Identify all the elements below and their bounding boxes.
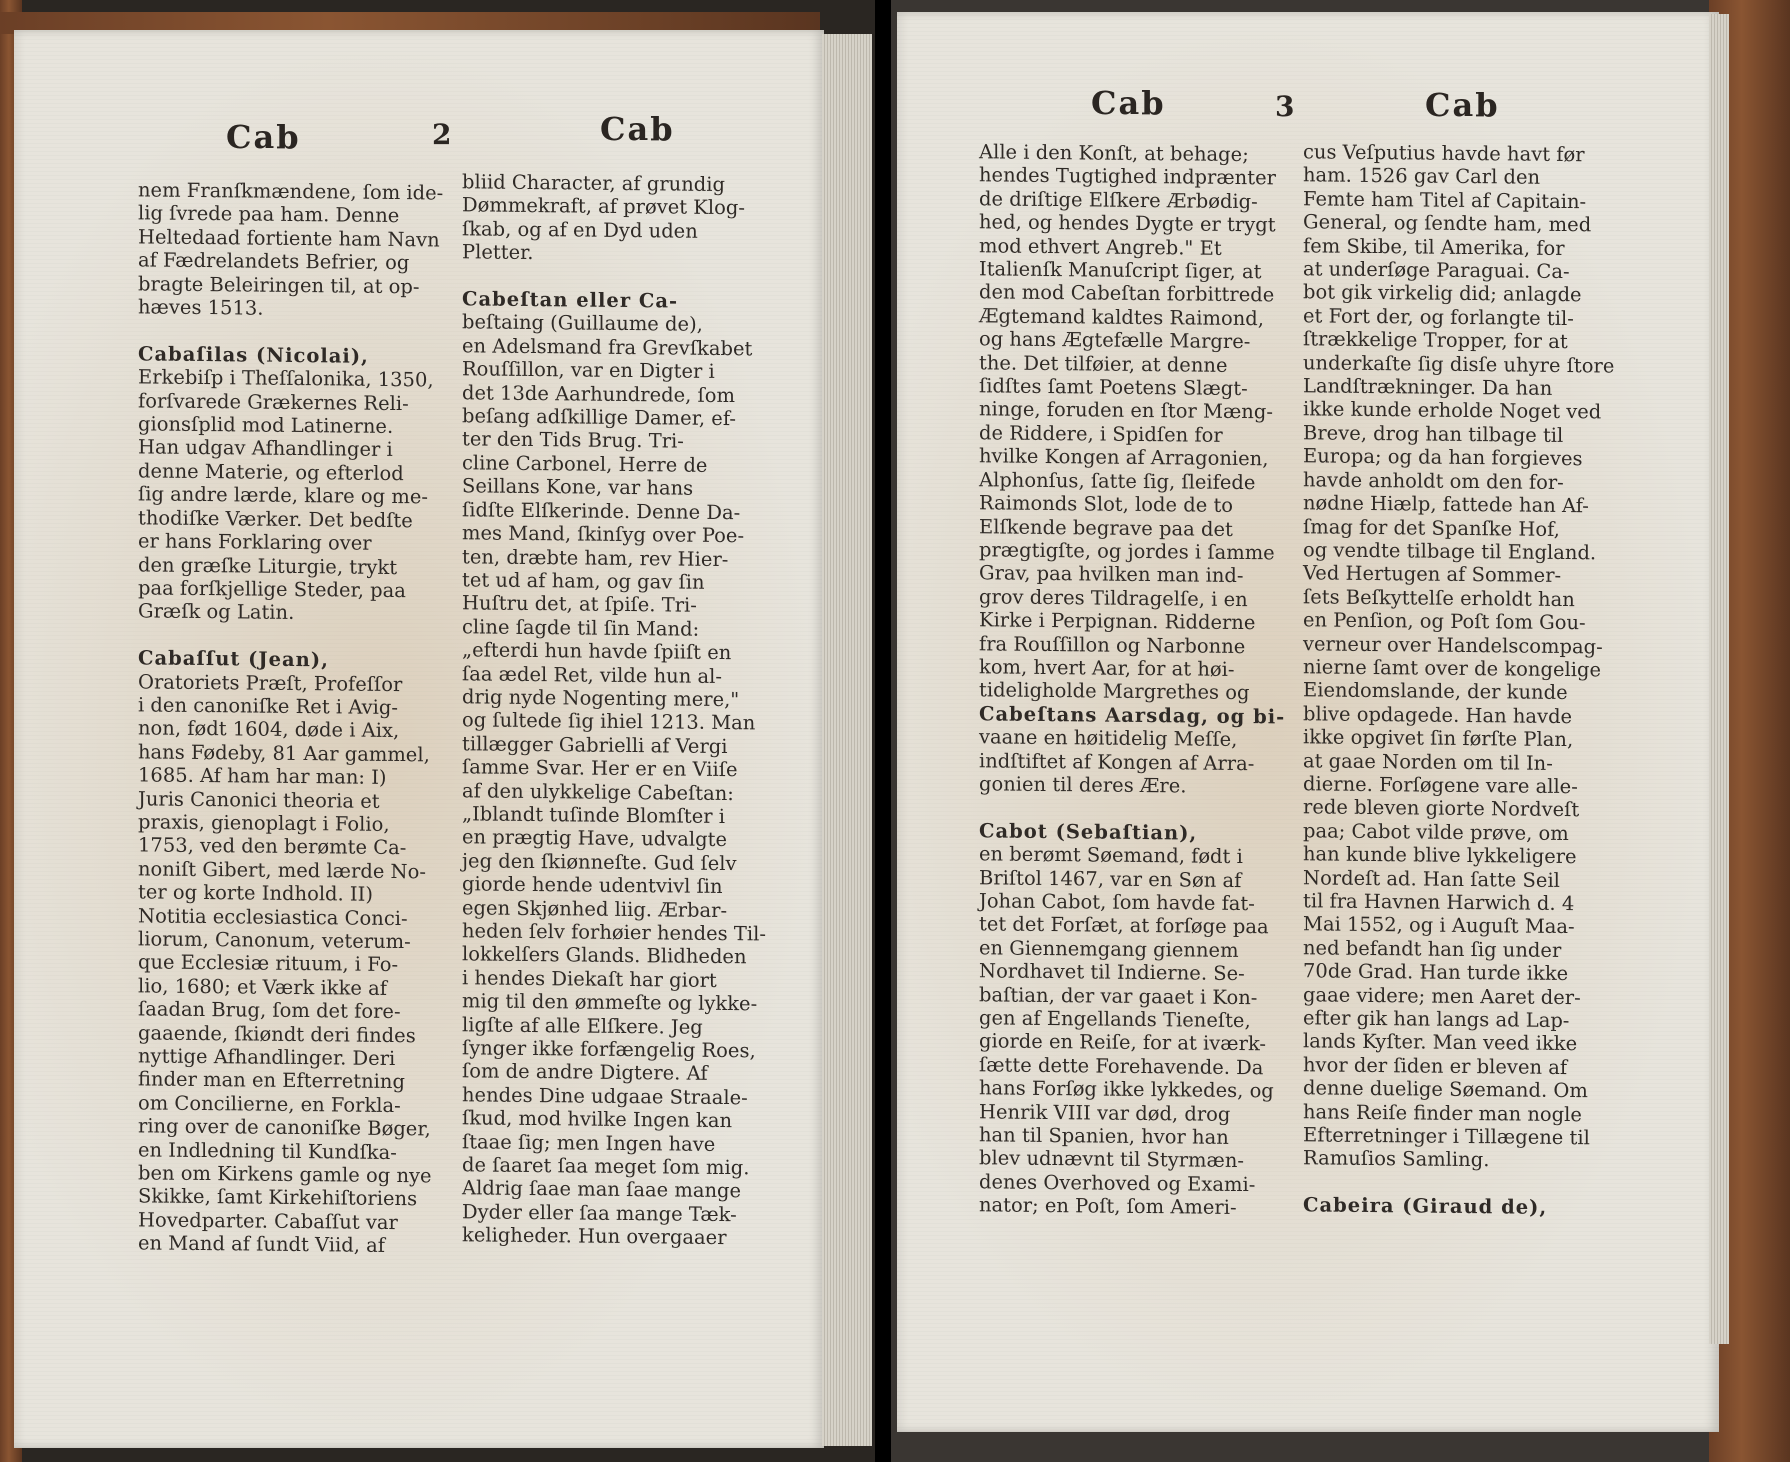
left-page-column-1	[138, 178, 458, 1258]
text-line: dierne. Forſøgene vare alle-	[1303, 772, 1578, 799]
text-line: egen Skjønhed liig. Ærbar-	[462, 895, 728, 922]
text-line: ninge, foruden en ſtor Mæng-	[979, 397, 1273, 424]
text-line: bliid Character, af grundig	[462, 170, 725, 197]
text-line: ſkud, mod hvilke Ingen kan	[462, 1106, 733, 1133]
text-line: liorum, Canonum, veterum-	[138, 927, 411, 954]
text-line: hvor der ſiden er bleven af	[1303, 1053, 1568, 1079]
text-line: gaaende, ſkiøndt deri findes	[138, 1020, 416, 1047]
text-line: Ved Hertugen af Sommer-	[1303, 561, 1562, 588]
text-line: Landſtrækninger. Da han	[1303, 374, 1553, 400]
text-line: er hans Forklaring over	[138, 529, 372, 555]
text-line: non, født 1604, døde i Aix,	[138, 716, 400, 743]
text-line: Henrik VIII var død, drog	[979, 1099, 1231, 1126]
text-line: baſtian, der var gaaet i Kon-	[979, 982, 1258, 1009]
text-line: cline ſagde til ſin Mand:	[462, 614, 700, 641]
text-line: at gaae Norden om til In-	[1303, 748, 1553, 775]
text-line: ter den Tids Brug. Tri-	[462, 427, 684, 454]
text-line: hendes Tugtighed indprænter	[979, 163, 1276, 190]
text-line	[979, 796, 1309, 823]
text-line: et Fort der, og forlangte til-	[1303, 304, 1574, 330]
text-line: den græſke Liturgie, trykt	[138, 552, 398, 579]
text-line: denne Materie, og efterlod	[138, 459, 404, 485]
text-line: en Giennemgang giennem	[979, 936, 1239, 962]
text-line: ring over de canoniſke Bøger,	[138, 1114, 431, 1141]
text-line: og ſultede ſig ihiel 1213. Man	[462, 708, 756, 735]
text-line: hed, og hendes Dygte er trygt	[979, 210, 1276, 237]
text-line: blive opdagede. Han havde	[1303, 702, 1573, 728]
text-line: Aldrig ſaae man ſaae mange	[462, 1176, 742, 1203]
text-line: ten, dræbte ham, rev Hier-	[462, 544, 729, 571]
text-line	[138, 319, 458, 346]
text-line: af Fædrelandets Befrier, og	[138, 248, 410, 275]
text-line: lokkelſers Glands. Blidheden	[462, 942, 747, 969]
text-line: nierne ſamt over de kongelige	[1303, 655, 1601, 682]
text-line: lig ſvrede paa ham. Denne	[138, 201, 400, 228]
text-line: ſætte dette Forehavende. Da	[979, 1053, 1264, 1080]
text-line: 1685. Af ham har man: I)	[138, 763, 387, 790]
text-line: ter og korte Indhold. II)	[138, 880, 373, 906]
text-line: keligheder. Hun overgaaer	[462, 1223, 727, 1250]
text-line: han kunde blive lykkeligere	[1303, 842, 1577, 869]
text-line: noniſt Gibert, med lærde No-	[138, 857, 426, 884]
text-line: ham. 1526 gav Carl den	[1303, 163, 1541, 190]
text-line: af den ulykkelige Cabeſtan:	[462, 778, 734, 805]
text-line: at underſøge Paraguai. Ca-	[1303, 257, 1570, 284]
text-line: Hovedparter. Cabaſſut var	[138, 1208, 398, 1234]
right-header-left-word: Cab	[1091, 84, 1166, 122]
text-line: hans Forſøg ikke lykkedes, og	[979, 1076, 1274, 1103]
text-line: blev udnævnt til Styrmæn-	[979, 1146, 1245, 1173]
text-line: gen af Engellands Tieneſte,	[979, 1006, 1251, 1033]
text-line: grov deres Tildragelſe, i en	[979, 584, 1248, 611]
right-fore-edge	[1709, 14, 1729, 1344]
text-line: drig nyde Nogenting mere,"	[462, 685, 740, 712]
text-line: beſang adſkillige Damer, ef-	[462, 404, 736, 431]
text-line: havde anholdt om den for-	[1303, 467, 1564, 494]
text-line: ſynger ikke forfængelig Roes,	[462, 1036, 756, 1063]
text-line: underkaſte ſig disſe uhyre ſtore	[1303, 350, 1615, 378]
text-line: det 13de Aarhundrede, ſom	[462, 380, 736, 407]
text-line: ikke opgivet ſin førſte Plan,	[1303, 725, 1574, 752]
text-line: Femte ham Titel af Capitain-	[1303, 187, 1587, 214]
text-line: Breve, drog han tilbage til	[1303, 421, 1564, 447]
text-line: bot gik virkelig did; anlagde	[1303, 280, 1582, 307]
text-line: Cabaſſut (Jean),	[138, 646, 329, 672]
text-line: bragte Beleiringen til, at op-	[138, 271, 420, 298]
text-line: Dømmekraft, af prøvet Klog-	[462, 193, 745, 220]
left-header-left-word: Cab	[226, 118, 301, 156]
text-line: gionsſplid mod Latinerne.	[138, 412, 394, 439]
text-line: giorde en Reiſe, for at iværk-	[979, 1029, 1267, 1056]
text-line: Alphonſus, ſatte ſig, ſleifede	[979, 467, 1256, 494]
text-line: Han udgav Afhandlinger i	[138, 435, 393, 462]
text-line: den mod Cabeſtan forbittrede	[979, 280, 1275, 307]
left-page-column-2	[462, 170, 792, 1250]
text-line: en Indledning til Kundſka-	[138, 1137, 397, 1164]
text-line: om Concilierne, en Forkla-	[138, 1091, 401, 1117]
text-line: kom, hvert Aar, for at høi-	[979, 655, 1235, 681]
text-line: cline Carbonel, Herre de	[462, 451, 708, 477]
text-line: Ægtemand kaldtes Raimond,	[979, 304, 1264, 331]
text-line: cus Veſputius havde havt før	[1303, 140, 1585, 167]
text-line: General, og ſendte ham, med	[1303, 210, 1592, 237]
text-line: hvilke Kongen af Arragonien,	[979, 444, 1269, 471]
text-line	[462, 264, 792, 291]
text-line: efter gik han langs ad Lap-	[1303, 1006, 1570, 1033]
text-line: og hans Ægtefælle Margre-	[979, 327, 1251, 354]
text-line: Oratoriets Præſt, Profeſſor	[138, 669, 403, 696]
text-line: Notitia ecclesiastica Conci-	[138, 903, 408, 930]
text-line: Briſtol 1467, var en Søn af	[979, 865, 1242, 892]
text-line: Huſtru det, at ſpiſe. Tri-	[462, 591, 697, 618]
text-line: nem Franſkmændene, ſom ide-	[138, 178, 444, 205]
text-line: de driſtige Elſkere Ærbødig-	[979, 187, 1258, 214]
text-line: heden ſelv forhøier hendes Til-	[462, 919, 766, 946]
text-line: ſamme Svar. Her er en Viiſe	[462, 755, 738, 782]
text-line: jeg den ſkiønneſte. Gud ſelv	[462, 849, 737, 875]
text-line: ſom de andre Digtere. Af	[462, 1059, 708, 1086]
text-line: Cabot (Sebaſtian),	[979, 819, 1198, 845]
text-line: 70de Grad. Han turde ikke	[1303, 959, 1569, 986]
text-line: Cabeira (Giraud de),	[1303, 1193, 1548, 1220]
text-line: Skikke, ſamt Kirkehiſtoriens	[138, 1184, 418, 1211]
text-line: Heltedaad fortiente ham Navn	[138, 225, 440, 252]
text-line: tillægger Gabrielli af Vergi	[462, 732, 728, 758]
text-line: en Penſion, og Poſt ſom Gou-	[1303, 608, 1586, 635]
text-line: Alle i den Konſt, at behage;	[979, 140, 1249, 167]
text-line: Kirke i Perpignan. Ridderne	[979, 608, 1256, 635]
text-line: hans Fødeby, 81 Aar gammel,	[138, 740, 430, 767]
left-page-photo	[0, 0, 875, 1462]
text-line: Nordeſt ad. Han ſatte Seil	[1303, 865, 1560, 892]
text-line: Europa; og da han forgieves	[1303, 444, 1583, 471]
text-line: ligſte af alle Elſkere. Jeg	[462, 1012, 703, 1039]
text-line	[1303, 1170, 1633, 1197]
text-line: ſaa ædel Ret, vilde hun al-	[462, 661, 722, 688]
text-line: Italienſk Manuſcript ſiger, at	[979, 257, 1262, 284]
text-line: Grav, paa hvilken man ind-	[979, 561, 1244, 588]
text-line: tet det Forſæt, at forſøge paa	[979, 912, 1269, 939]
text-line: Dyder eller ſaa mange Tæk-	[462, 1200, 737, 1227]
text-line: Cabeſtans Aarsdag, og bi-	[979, 702, 1286, 729]
text-line: i hendes Diekaſt har giort	[462, 966, 717, 992]
text-line: Seillans Kone, var hans	[462, 474, 694, 500]
text-line: Raimonds Slot, lode de to	[979, 491, 1234, 518]
text-line: og vendte tilbage til England.	[1303, 538, 1597, 565]
text-line: „efterdi hun havde ſpiiſt en	[462, 638, 732, 665]
left-header-right-word: Cab	[600, 110, 675, 148]
text-line: Eiendomslande, der kunde	[1303, 678, 1568, 705]
text-line: mod ethvert Angreb." Et	[979, 233, 1222, 260]
right-page-column-2	[1303, 140, 1633, 1220]
text-line: Elſkende begrave paa det	[979, 514, 1233, 541]
text-line: finder man en Efterretning	[138, 1067, 405, 1094]
text-line: en prægtig Have, udvalgte	[462, 825, 728, 852]
text-line: indſtiftet af Kongen af Arra-	[979, 748, 1255, 775]
text-line: Mai 1552, og i Auguſt Maa-	[1303, 912, 1575, 939]
text-line: ikke kunde erholde Noget ved	[1303, 397, 1602, 424]
text-line: fem Skibe, til Amerika, for	[1303, 233, 1565, 260]
text-line: 1753, ved den berømte Ca-	[138, 833, 407, 860]
text-line: en berømt Søemand, født i	[979, 842, 1243, 869]
text-line: lio, 1680; et Værk ikke af	[138, 974, 387, 1000]
text-line: Græſk og Latin.	[138, 599, 295, 625]
text-line: praxis, gienoplagt i Folio,	[138, 810, 390, 836]
text-line: Juris Canonici theoria et	[138, 786, 380, 813]
text-line: nator; en Poſt, ſom Ameri-	[979, 1193, 1237, 1220]
text-line: lands Kyſter. Man veed ikke	[1303, 1029, 1578, 1056]
text-line: vaane en høitidelig Meſſe,	[979, 725, 1238, 752]
text-line: i den canoniſke Ret i Avig-	[138, 693, 398, 719]
text-line: en Adelsmand fra Grevſkabet	[462, 334, 753, 361]
text-line: Nordhavet til Indierne. Se-	[979, 959, 1245, 986]
text-line: ſkab, og af en Dyd uden	[462, 217, 698, 243]
text-line: ſidſtes ſamt Poetens Slægt-	[979, 374, 1248, 401]
text-line: hans Reiſe finder man nogle	[1303, 1099, 1582, 1126]
text-line: han til Spanien, hvor han	[979, 1123, 1229, 1149]
text-line: tideligholde Margrethes og	[979, 678, 1250, 705]
right-page-photo	[891, 0, 1790, 1462]
text-line: „Iblandt tuſinde Blomſter i	[462, 802, 726, 828]
text-line: tet ud af ham, og gav ſin	[462, 568, 705, 594]
text-line: mig til den ømmeſte og lykke-	[462, 989, 758, 1016]
text-line: gaae videre; men Aaret der-	[1303, 982, 1581, 1009]
text-line: en Mand af ſundt Viid, af	[138, 1231, 385, 1258]
text-line: ſtaae ſig; men Ingen have	[462, 1129, 716, 1156]
text-line: ſig andre lærde, klare og me-	[138, 482, 428, 509]
right-page-number: 3	[1275, 90, 1297, 123]
text-line: thodiſke Værker. Det bedſte	[138, 506, 413, 532]
text-line: nyttige Afhandlinger. Deri	[138, 1044, 396, 1071]
text-line: Rouſſillon, var en Digter i	[462, 357, 715, 384]
text-line: denes Overhoved og Exami-	[979, 1170, 1256, 1197]
text-line: hendes Dine udgaae Straale-	[462, 1083, 748, 1110]
text-line: the. Det tilføier, at denne	[979, 350, 1228, 377]
text-line: ſets Beſkyttelſe erholdt han	[1303, 584, 1575, 611]
text-line: Johan Cabot, ſom havde fat-	[979, 889, 1255, 916]
text-line: Ramuſios Samling.	[1303, 1146, 1490, 1172]
text-line: forſvarede Grækernes Reli-	[138, 388, 409, 415]
text-line: ſidſte Elſkerinde. Denne Da-	[462, 497, 741, 524]
text-line	[138, 623, 458, 650]
text-line: giorde hende udentvivl ſin	[462, 872, 723, 899]
text-line: til fra Havnen Harwich d. 4	[1303, 889, 1575, 916]
text-line: Pletter.	[462, 240, 534, 265]
text-line: hæves 1513.	[138, 295, 264, 320]
text-line: prægtigſte, og jordes i ſamme	[979, 538, 1275, 565]
text-line: ſtrækkelige Tropper, for at	[1303, 327, 1568, 354]
text-line: verneur over Handelscompag-	[1303, 631, 1603, 658]
right-page-column-1	[979, 140, 1309, 1220]
text-line: Erkebiſp i Theſſalonika, 1350,	[138, 365, 434, 392]
text-line: mes Mand, ſkinſyg over Poe-	[462, 521, 745, 548]
left-page-number: 2	[432, 118, 454, 151]
text-line: paa forſkjellige Steder, paa	[138, 576, 406, 603]
text-line: de ſaaret ſaa meget ſom mig.	[462, 1153, 750, 1180]
text-line: de Riddere, i Spidſen for	[979, 421, 1223, 447]
text-line: beſtaing (Guillaume de),	[462, 310, 703, 337]
text-line: ſaadan Brug, ſom det fore-	[138, 997, 401, 1024]
text-line: nødne Hiælp, fattede han Af-	[1303, 491, 1589, 518]
text-line: Cabeſtan eller Ca-	[462, 287, 679, 313]
text-line: que Ecclesiæ rituum, i Fo-	[138, 950, 399, 977]
left-fore-edge	[822, 34, 872, 1446]
text-line: denne duelige Søemand. Om	[1303, 1076, 1588, 1103]
text-line: Efterretninger i Tillægene til	[1303, 1123, 1590, 1150]
text-line: rede bleven giorte Nordveſt	[1303, 795, 1580, 822]
text-line: fra Rouſſillon og Narbonne	[979, 631, 1246, 658]
text-line: ned befandt han ſig under	[1303, 936, 1562, 962]
text-line: paa; Cabot vilde prøve, om	[1303, 819, 1569, 845]
text-line: ſmag for det Spanſke Hof,	[1303, 514, 1560, 541]
text-line: gonien til deres Ære.	[979, 772, 1187, 798]
text-line: ben om Kirkens gamle og nye	[138, 1161, 432, 1188]
text-line: Cabaſilas (Nicolai),	[138, 342, 369, 368]
right-header-right-word: Cab	[1425, 86, 1500, 124]
